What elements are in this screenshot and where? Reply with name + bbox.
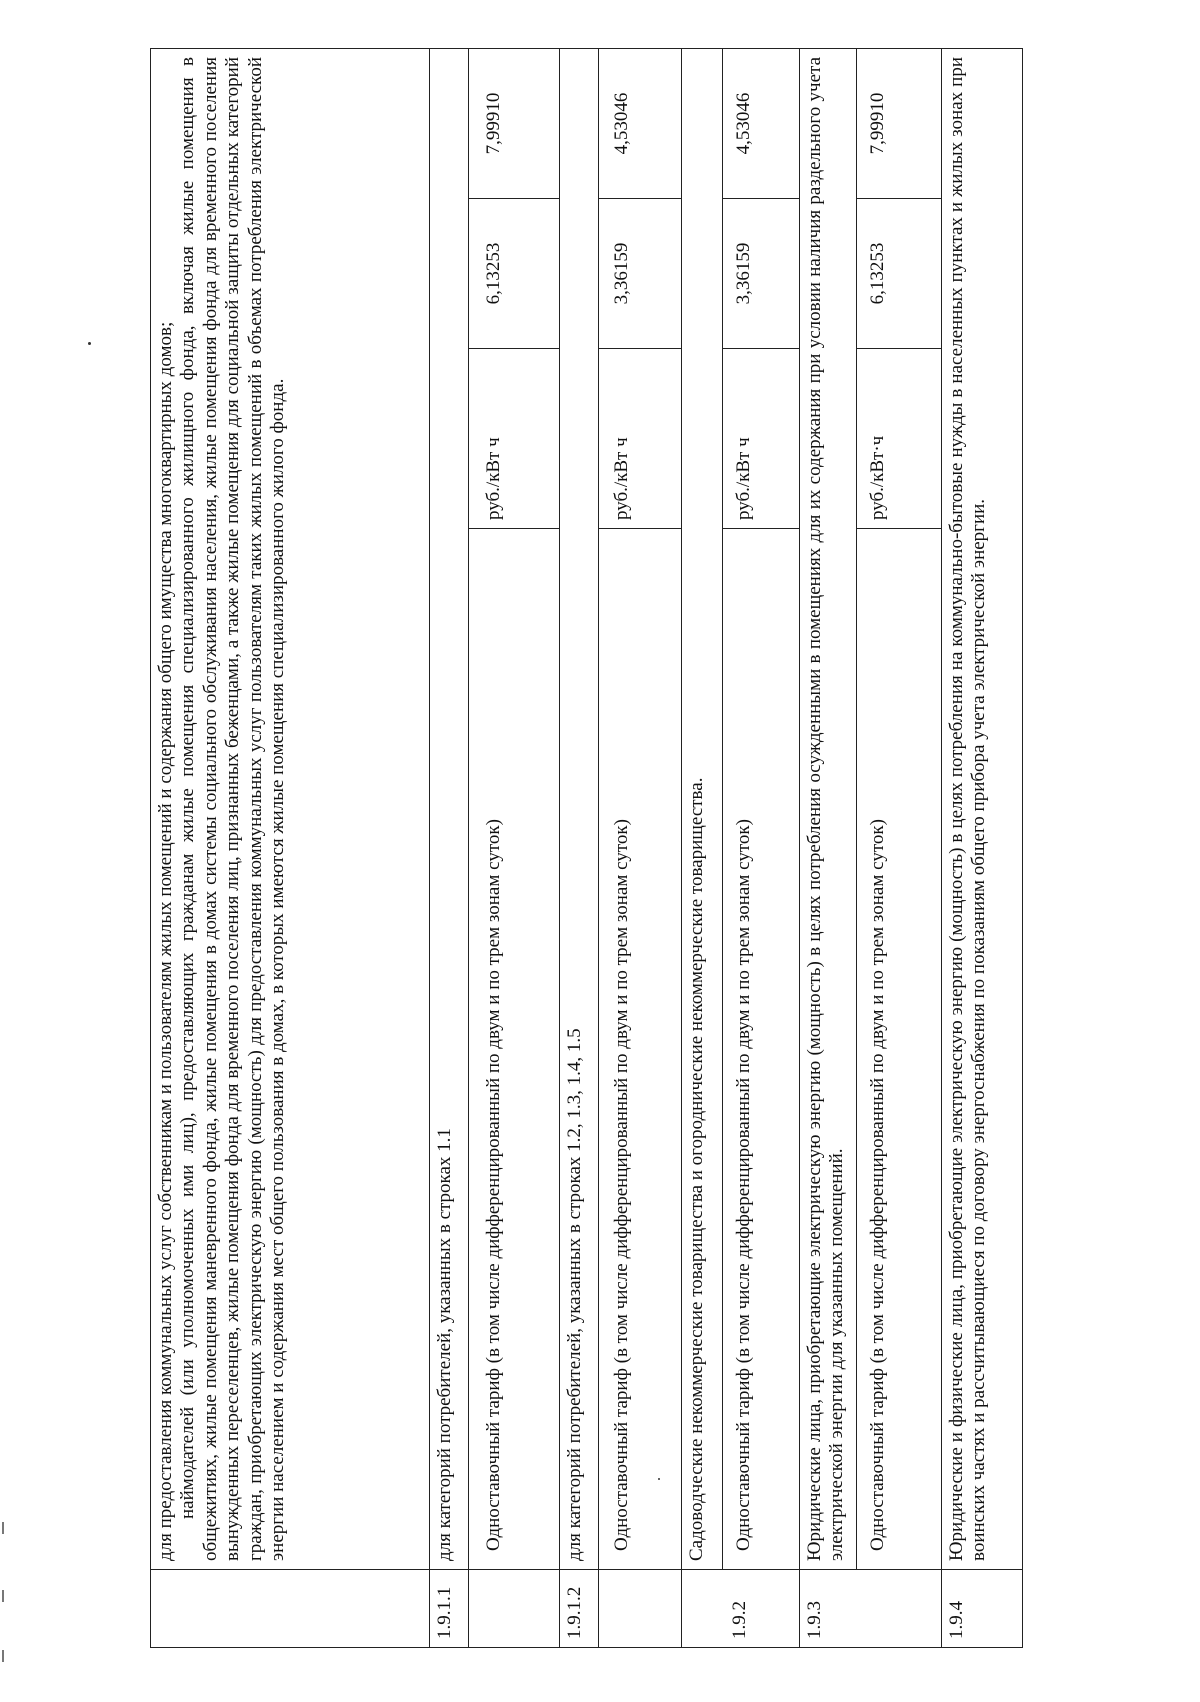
row-number: 1.9.4 [942,1570,1023,1648]
unit-cell: руб./кВт ч [469,349,560,529]
row-number [599,1570,682,1648]
tariff-table [150,48,1023,1648]
table-row [430,49,469,1648]
table-row [682,49,723,1648]
scan-edge-mark [2,1522,4,1534]
table-row [800,49,857,1648]
tariff-value-2: 4,53046 [723,49,800,199]
unit-cell: руб./кВт·ч [857,349,942,529]
scan-edge-mark [2,1590,4,1602]
row-number-cell [151,1570,430,1648]
table-row [723,49,800,1648]
row-number: 1.9.2 [682,1570,800,1648]
intro-cell [151,49,430,1570]
tariff-value-2: 7,99910 [469,49,560,199]
rotated-table-frame [150,48,1050,1648]
intro-text-2: наймодателей (или уполномоченных ими лиц), предоставляющих гражданам жилые помещения специализированного жилищного фонда, включая жилые помещения в общежитиях, жилые помещения маневренного фонда, жилые помещения в домах системы социального обслуживания населения, жилые помещения фонда для временного поселения вынужденных переселенцев, жилые помещения фонда для временного поселения лиц, признанных беженцами, а также жилые помещения для социальной защиты отдельных категорий граждан, приобретающих электрическую энергию (мощность) для предоставления коммунальных услуг пользователям таких жилых помещений в объемах потребления электрической энергии населением и содержания мест общего пользования в домах, в которых имеются жилые помещения специализированного жилого фонда. [177,57,289,1561]
intro-row [151,49,430,1648]
tariff-value-1: 3,36159 [599,199,682,349]
scan-edge-mark [2,1650,4,1662]
tariff-description: Одноставочный тариф (в том числе дифференцированный по двум и по трем зонам суток) [723,529,800,1570]
unit-cell: руб./кВт ч [723,349,800,529]
table-row [469,49,560,1648]
tariff-value-1: 6,13253 [857,199,942,349]
table-row [560,49,599,1648]
table-row [857,49,942,1648]
tariff-value-2: 7,99910 [857,49,942,199]
row-heading: для категорий потребителей, указанных в строках 1.2, 1.3, 1.4, 1.5 [560,49,599,1570]
table-row [599,49,682,1648]
tariff-description: Одноставочный тариф (в том числе дифференцированный по двум и по трем зонам суток) [599,529,682,1570]
row-heading: для категорий потребителей, указанных в строках 1.1 [430,49,469,1570]
scan-speck [88,342,91,345]
row-number [469,1570,560,1648]
intro-text-1: для предоставления коммунальных услуг собственникам и пользователям жилых помещений и содержания общего имущества многоквартирных домов; [155,321,176,1561]
row-number: 1.9.1.1 [430,1570,469,1648]
row-heading: Юридические лица, приобретающие электрическую энергию (мощность) в целях потребления осужденными в помещениях для их содержания при условии наличия раздельного учета электрической энергии для указанных помещений. [800,49,857,1570]
row-number: 1.9.1.2 [560,1570,599,1648]
tariff-value-1: 3,36159 [723,199,800,349]
tariff-description: Одноставочный тариф (в том числе дифференцированный по двум и по трем зонам суток) [469,529,560,1570]
tariff-value-1: 6,13253 [469,199,560,349]
tariff-description: Одноставочный тариф (в том числе дифференцированный по двум и по трем зонам суток) [857,529,942,1570]
tariff-value-2: 4,53046 [599,49,682,199]
unit-cell: руб./кВт ч [599,349,682,529]
row-heading: Садоводческие некоммерческие товарищества и огороднические некоммерческие товарищества. [682,49,723,1570]
table-row [942,49,1023,1648]
row-heading: Юридические и физические лица, приобретающие электрическую энергию (мощность) в целях потребления на коммунально-бытовые нужды в населенных пунктах и жилых зонах при воинских частях и рассчитывающиеся по договору энергоснабжения по показаниям общего прибора учета электрической энергии. [942,49,1023,1570]
row-number: 1.9.3 [800,1570,942,1648]
